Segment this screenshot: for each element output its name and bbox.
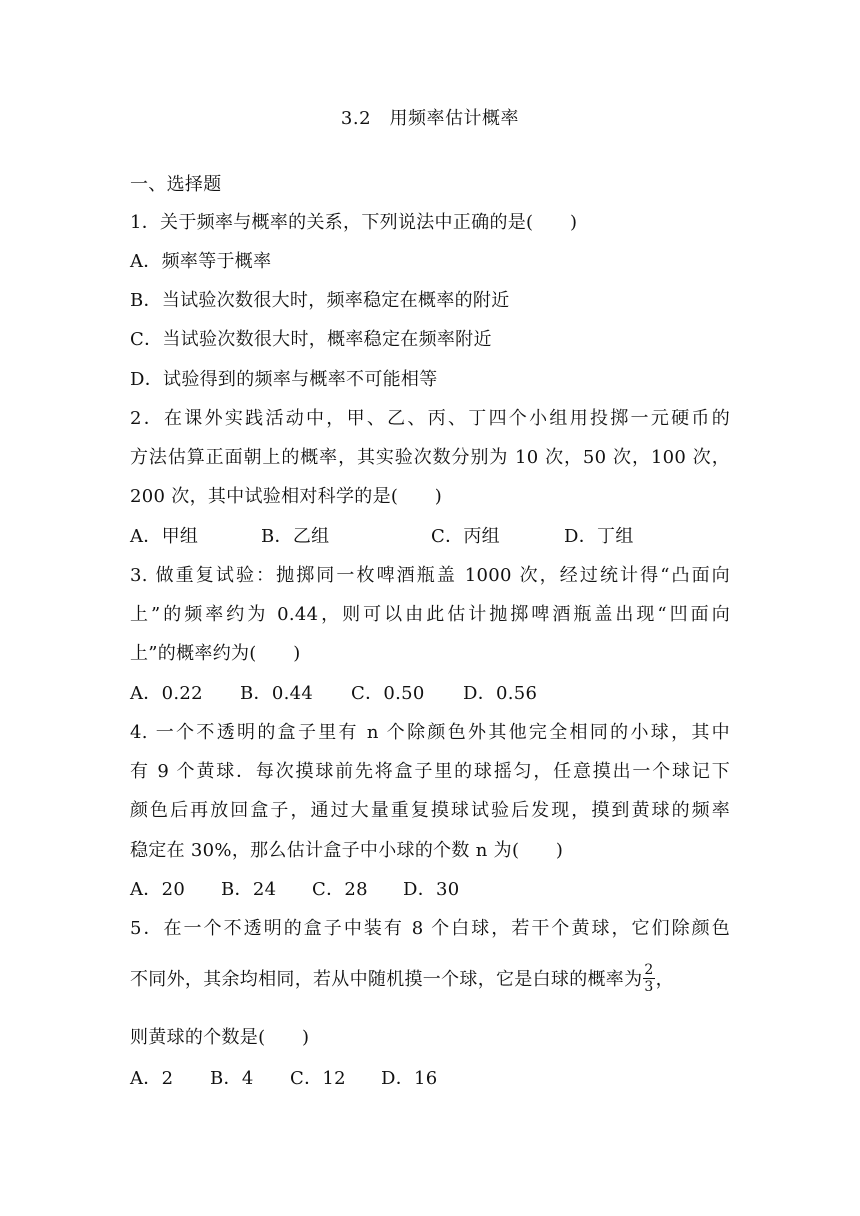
fraction-denominator: 3 [644,978,654,995]
question-3-line-2: 上”的频率约为 0.44，则可以由此估计抛掷啤酒瓶盖出现“凹面向 [130,604,730,625]
question-1-option-d: D．试验得到的频率与概率不可能相等 [130,369,438,390]
question-5-option-a: A．2 [130,1068,174,1089]
question-1-option-c: C．当试验次数很大时，概率稳定在频率附近 [130,329,492,350]
question-3-option-c: C．0.50 [351,683,425,704]
question-5-option-b: B．4 [210,1068,254,1089]
question-3-line-3: 上”的概率约为( ) [130,643,301,664]
question-5-line-1: 5．在一个不透明的盒子中装有 8 个白球，若干个黄球，它们除颜色 [130,918,730,939]
question-2-line-3: 200 次，其中试验相对科学的是( ) [130,486,443,507]
question-5-line-2 [130,960,730,1000]
question-5-option-c: C．12 [290,1068,346,1089]
question-2-option-a: A．甲组 [130,526,199,547]
question-2-option-b: B．乙组 [261,526,330,547]
question-1-option-a: A．频率等于概率 [130,251,272,272]
question-5-options [130,1066,730,1092]
page-title: 3.2 用频率估计概率 [340,108,520,129]
question-3-option-b: B．0.44 [240,683,314,704]
question-2-option-d: D．丁组 [564,526,634,547]
question-2-line-2: 方法估算正面朝上的概率，其实验次数分别为 10 次，50 次，100 次， [130,447,730,468]
probability-fraction [643,962,654,995]
question-4-line-1: 4. 一个不透明的盒子里有 n 个除颜色外其他完全相同的小球，其中 [130,722,730,743]
question-4-options [130,877,730,903]
question-5-line-2-comma: ， [655,969,674,990]
question-3-options [130,681,730,707]
question-4-line-3: 颜色后再放回盒子，通过大量重复摸球试验后发现，摸到黄球的频率 [130,800,730,821]
question-4-option-a: A．20 [130,879,186,900]
question-4-line-4: 稳定在 30%，那么估计盒子中小球的个数 n 为( ) [130,840,564,861]
question-5-line-3: 则黄球的个数是( ) [130,1027,310,1048]
question-2-options [130,524,730,550]
question-1-stem: 1．关于频率与概率的关系，下列说法中正确的是( ) [130,212,578,233]
section-heading: 一、选择题 [130,174,222,195]
fraction-numerator: 2 [644,961,654,978]
question-2-line-1: 2．在课外实践活动中，甲、乙、丙、丁四个小组用投掷一元硬币的 [130,408,730,429]
question-5-option-d: D．16 [381,1068,438,1089]
question-3-option-d: D．0.56 [463,683,538,704]
question-5-line-2-text: 不同外，其余均相同，若从中随机摸一个球，它是白球的概率为 [130,969,643,990]
question-3-option-a: A．0.22 [130,683,203,704]
question-4-option-b: B．24 [221,879,277,900]
question-1-option-b: B．当试验次数很大时，频率稳定在概率的附近 [130,290,510,311]
question-2-option-c: C．丙组 [431,526,500,547]
question-4-option-d: D．30 [403,879,460,900]
question-3-line-1: 3. 做重复试验：抛掷同一枚啤酒瓶盖 1000 次，经过统计得“凸面向 [130,565,730,586]
question-4-line-2: 有 9 个黄球．每次摸球前先将盒子里的球摇匀，任意摸出一个球记下 [130,761,730,782]
question-4-option-c: C．28 [312,879,368,900]
